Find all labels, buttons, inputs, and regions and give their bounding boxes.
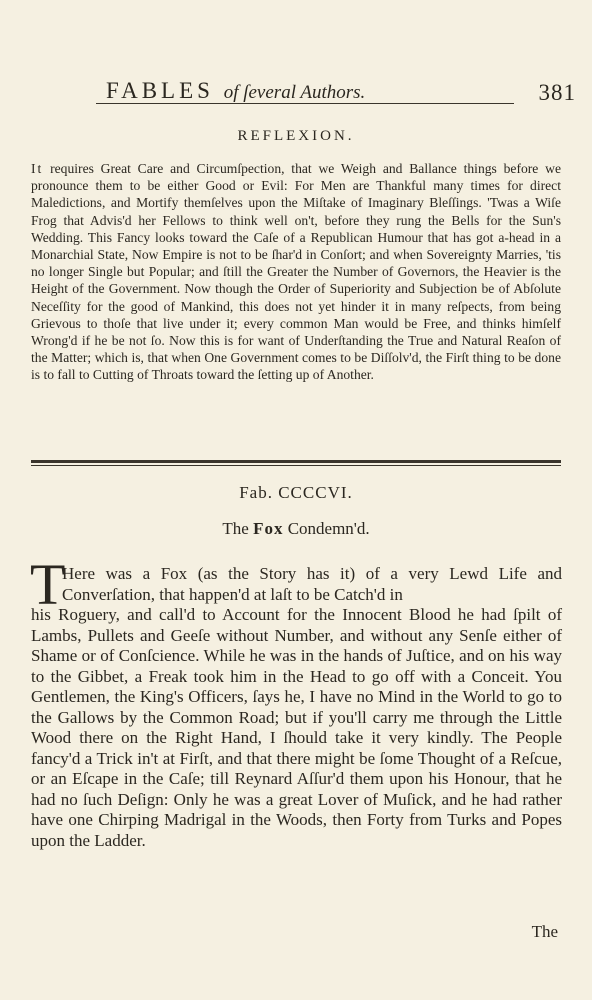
divider-thick-rule [31,460,561,463]
fable-title-post: Condemn'd. [287,519,370,538]
reflexion-body: requires Great Care and Circumſpection, that we Weigh and Ballance things before we pronounce them to be either Good or Evil: For Men are Thankful many times for direct Maledictions, and Mortify themſelves upon the Miſtake of Imaginary Bleſſings. 'Twas a Wiſe Frog that Advis'd her Fellows to think well on't, before they rung the Bells for the Sun's Wedding. This Fancy looks toward the Caſe of a Republican Humour that has got a-head in a Monarchial State, Now Empire is not to be ſhar'd in Conſort; and when Sovereignty Marries, 'tis no longer Single but Popular; and ſtill the Greater the Number of Governors, the Heavier is the Height of the Government. Now though the Order of Superiority and Subjection be of Abſolute Neceſſity for the good of Mankind, this does not yet hinder it in many reſpects, from being Grievous to thoſe that live under it; every common Man would be Free, and thinks himſelf Wrong'd if he be not ſo. Now this is for want of Underſtanding the True and Natural Reaſon of the Matter; which is, that when One Government comes to be Diſſolv'd, the Firſt thing to be done is to fall to Cutting of Throats toward the ſetting up of Another. [31,161,561,383]
header-rule [96,103,514,104]
reflexion-lead-word: It [31,161,44,176]
running-head-italic: of ſeveral Authors. [223,82,366,103]
reflexion-heading: REFLEXION. [237,128,355,144]
divider-thin-rule [31,465,561,466]
running-head-caps: FABLES [106,78,214,103]
reflexion-paragraph [31,160,561,384]
fable-title-key: Fox [253,519,284,538]
fable-paragraph: his Roguery, and call'd to Account for the Innocent Blood he had ſpilt of Lambs, Pullets and Geeſe without Number, and without any Senſe either of Shame or of Conſcience. While he was in the hands of Juſtice, and on his way to the Gibbet, a Freak took him in the Head to go off with a Conceit. You Gentlemen, the King's Officers, ſays he, I have no Mind in the World to go to the Gallows by the Common Road; but if you'll carry me through the Little Wood there on the Right Hand, I ſhould take it very kindly. The People fancy'd a Trick in't at Firſt, and that there might be ſome Thought of a Reſcue, or an Eſcape in the Caſe; till Reynard Aſſur'd them upon his Honour, that he had no ſuch Deſign: Only he was a great Lover of Muſick, and he had rather have one Chirping Madrigal in the Woods, then Forty from Turks and Popes upon the Ladder. [31,605,562,850]
section-divider [31,460,561,466]
drop-cap: T [30,552,66,617]
running-head [106,78,365,104]
fable-title-pre: The [222,519,249,538]
fable-opening-lines: Here was a Fox (as the Story has it) of a very Lewd Life and Converſation, that happen'd at laſt to be Catch'd in [62,564,562,604]
fable-title [0,519,592,539]
running-header [96,74,576,104]
page-number: 381 [538,80,576,105]
fable-number: Fab. CCCCVI. [239,483,353,502]
catchword: The [531,922,558,941]
